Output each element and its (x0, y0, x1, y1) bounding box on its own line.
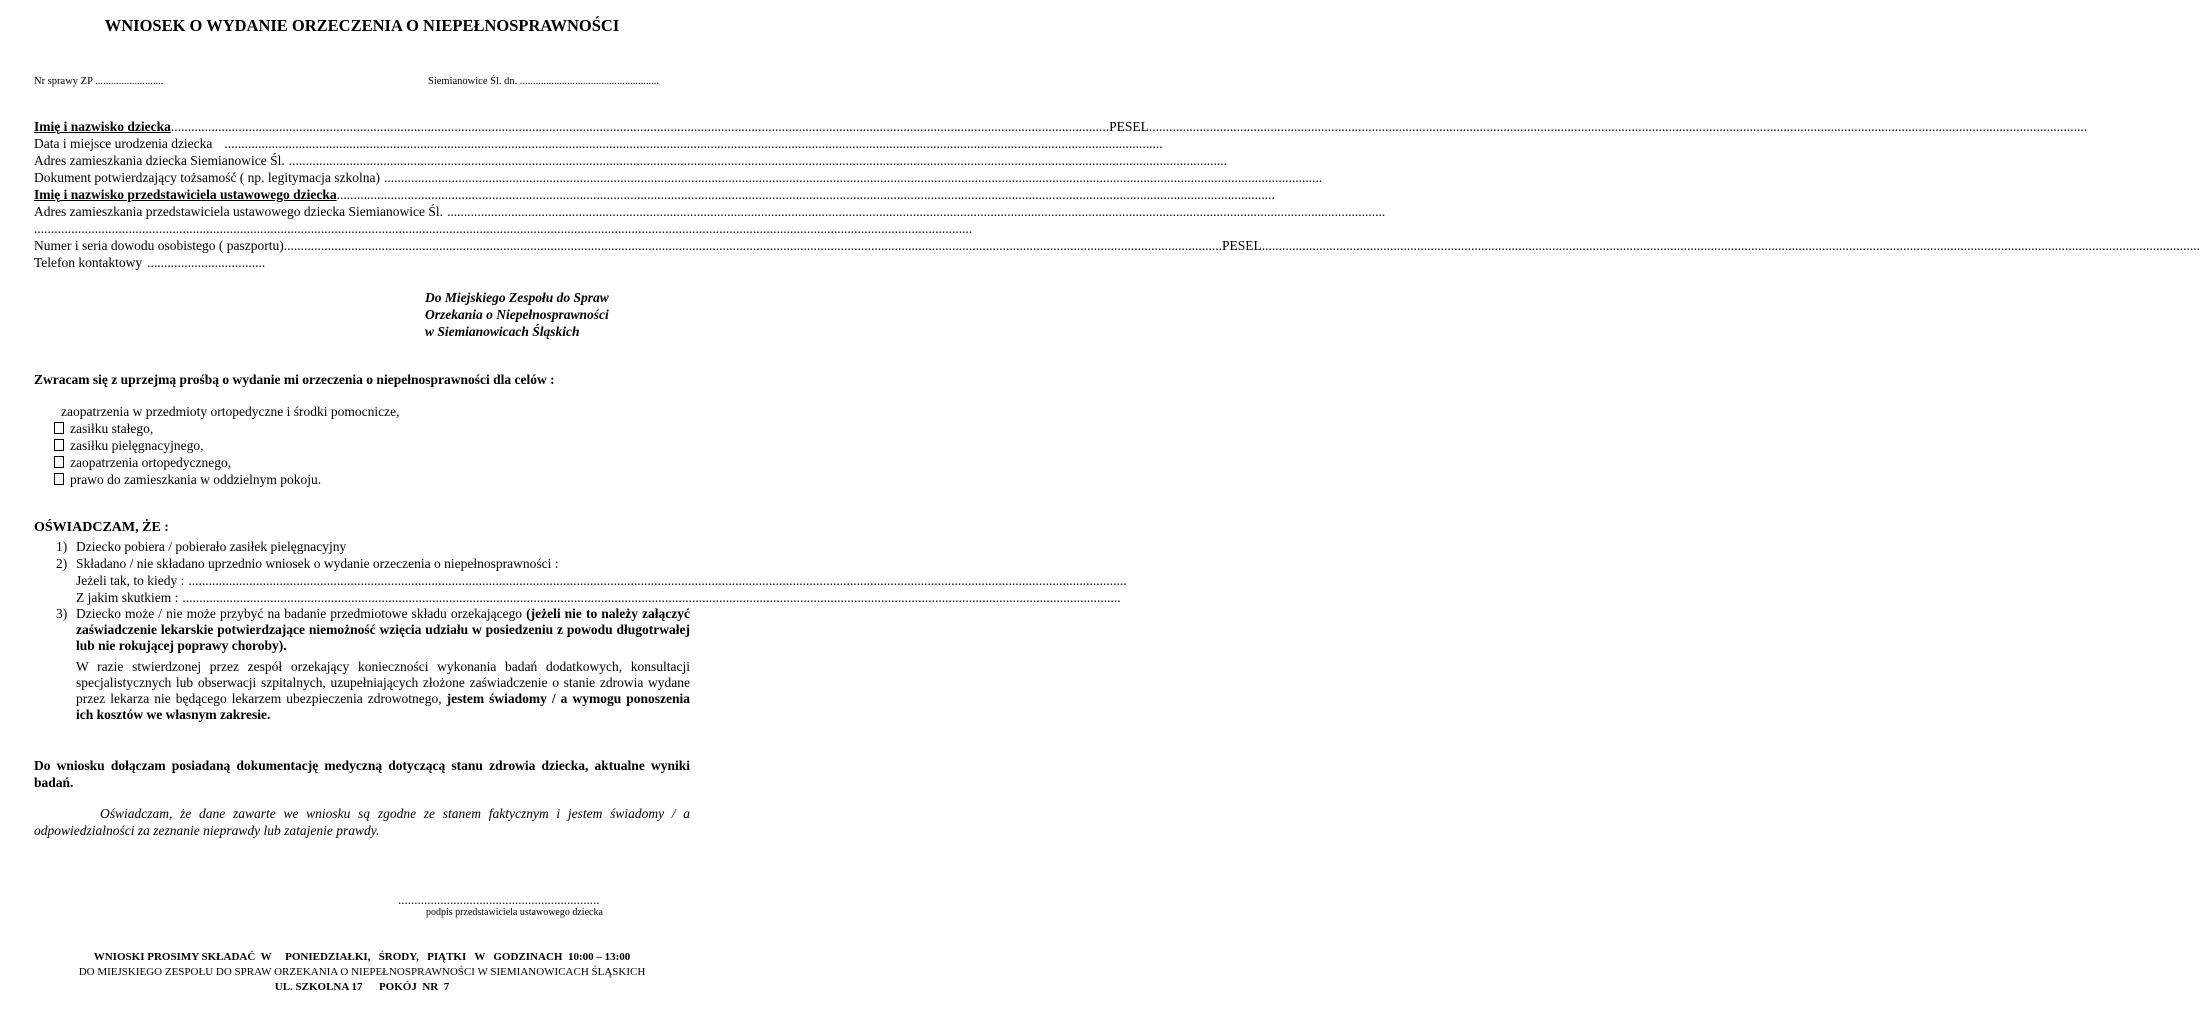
rep-address-continued-row (34, 221, 973, 237)
statement: Oświadczam, że dane zawarte we wniosku są zgodne ze stanem faktycznym i jestem świadomy / a odpowiedzialności za zeznanie nieprawdy lub zatajenie prawdy. (34, 806, 690, 838)
footer-line-3: UL. SZKOLNA 17 POKÓJ NR 7 (274, 981, 450, 993)
birth-field[interactable]: ...................................................................................................................................................................................................................................................................................... (224, 136, 1163, 151)
checkbox-icon[interactable] (54, 439, 64, 451)
item-3-paragraph-bold: jestem świadomy / a wymogu ponoszenia ich kosztów we własnym zakresie. (76, 691, 690, 722)
declaration-item-2 (56, 556, 690, 572)
id-doc-field[interactable]: ...................................................................................................................................................................................................................................................................................... (384, 170, 1323, 185)
rep-name-row (34, 187, 1275, 203)
effect-row (76, 590, 1121, 606)
place-date (428, 76, 659, 87)
id-doc-label: Dokument potwierdzający tożsamość ( np. legitymacja szkolna) (34, 170, 381, 185)
item-number: 3) (56, 606, 68, 621)
item-3-paragraph (76, 659, 690, 723)
item-3-bold: (jeżeli nie to należy załączyć zaświadczenie lekarskie potwierdzające niemożność wzięcia udziału w posiedzeniu z powodu długotrwałej lub nie rokującej poprawy choroby). (76, 606, 691, 653)
child-address-field[interactable]: ...................................................................................................................................................................................................................................................................................... (288, 153, 1228, 168)
birth-label: Data i miejsce urodzenia dziecka (34, 136, 213, 151)
id-card-field[interactable]: ...................................................................................................................................................................................................................................................................................... (283, 238, 1222, 253)
purpose-label: zasiłku stałego, (70, 421, 154, 436)
purpose-label: zasiłku pielęgnacyjnego, (70, 438, 204, 453)
addressee-line-2: Orzekania o Niepełnosprawności (425, 307, 609, 322)
addressee (425, 289, 609, 340)
pesel2-field[interactable]: ...................................................................................................................................................................................................................................................................................... (1261, 238, 2200, 253)
birth-row (34, 136, 1163, 152)
footer-line-2: DO MIEJSKIEGO ZESPOŁU DO SPRAW ORZEKANIA O NIEPEŁNOSPRAWNOŚCI W SIEMIANOWICACH ŚLĄSKICH (78, 966, 646, 978)
purpose-label: zaopatrzenia ortopedycznego, (70, 455, 232, 470)
id-card-label: Numer i seria dowodu osobistego ( paszportu) (34, 238, 284, 253)
rep-name-label: Imię i nazwisko przedstawiciela ustawowego dziecka (34, 187, 337, 202)
phone-label: Telefon kontaktowy (34, 255, 143, 270)
child-name-label: Imię i nazwisko dziecka (34, 119, 171, 134)
signature-field[interactable]: .............................................................. (398, 892, 600, 907)
pesel2-label: PESEL (1221, 238, 1262, 253)
attachment-note: Do wniosku dołączam posiadaną dokumentację medyczną dotyczącą stanu zdrowia dziecka, aktualne wyniki badań. (34, 758, 690, 790)
phone-row (34, 255, 690, 271)
rep-name-field[interactable]: ...................................................................................................................................................................................................................................................................................... (336, 187, 1275, 202)
checkbox-icon[interactable] (54, 456, 64, 468)
item-text: Składano / nie składano uprzednio wniosek o wydanie orzeczenia o niepełnosprawności : (76, 556, 559, 571)
case-number (34, 76, 163, 87)
footer-line-1: WNIOSKI PROSIMY SKŁADAĆ W PONIEDZIAŁKI, ŚRODY, PIĄTKI W GODZINACH 10:00 – 13:00 (93, 951, 631, 963)
when-field[interactable]: ...................................................................................................................................................................................................................................................................................... (188, 573, 1127, 588)
purpose-item[interactable] (54, 472, 321, 488)
place-date-field[interactable]: ..................................................... (519, 76, 659, 87)
id-doc-row (34, 170, 1323, 186)
effect-field[interactable]: ...................................................................................................................................................................................................................................................................................... (182, 590, 1121, 605)
addressee-line-1: Do Miejskiego Zespołu do Spraw (425, 290, 609, 305)
pesel-field[interactable]: ...................................................................................................................................................................................................................................................................................... (1148, 119, 2088, 134)
child-address-label: Adres zamieszkania dziecka Siemianowice Śl. (34, 153, 285, 168)
checkbox-icon[interactable] (54, 473, 64, 485)
phone-field[interactable]: ................................... (147, 255, 266, 270)
child-address-row (34, 153, 1228, 169)
effect-label: Z jakim skutkiem : (76, 590, 179, 605)
id-card-row (34, 238, 2200, 254)
child-name-field[interactable]: ...................................................................................................................................................................................................................................................................................... (170, 119, 1110, 134)
purpose-item[interactable] (54, 421, 153, 437)
signature-label: podpis przedstawiciela ustawowego dziecka (426, 907, 603, 918)
purpose-item[interactable] (54, 438, 203, 454)
when-row (76, 573, 1127, 589)
item-3-text (76, 606, 690, 654)
item-text: Dziecko pobiera / pobierało zasiłek pielęgnacyjny (76, 539, 347, 554)
item-number: 2) (56, 556, 68, 571)
purpose-label: zaopatrzenia w przedmioty ortopedyczne i środki pomocnicze, (61, 404, 400, 419)
pesel-label: PESEL (1109, 119, 1149, 134)
request-text: Zwracam się z uprzejmą prośbą o wydanie mi orzeczenia o niepełnosprawności dla celów : (34, 372, 555, 387)
addressee-line-3: w Siemianowicach Śląskich (425, 324, 580, 339)
place-date-label: Siemianowice Śl. dn. (428, 76, 518, 87)
item-3-paragraph-text: W razie stwierdzonej przez zespół orzekający konieczności wykonania badań dodatkowych, konsultacji specjalistycznych lub obserwacji szpitalnych, uzupełniających złożone zaświadczenie o stanie zdrowia wydane przez lekarza nie będącego lekarzem ubezpieczenia zdrowotnego, (76, 659, 690, 706)
declaration-heading: OŚWIADCZAM, ŻE : (34, 520, 169, 535)
rep-address-row (34, 204, 1386, 220)
page-title: WNIOSEK O WYDANIE ORZECZENIA O NIEPEŁNOSPRAWNOŚCI (104, 16, 620, 35)
rep-address-continued-field[interactable]: ...................................................................................................................................................................................................................................................................................... (34, 221, 973, 236)
declaration-item-1 (56, 539, 690, 555)
item-number: 1) (56, 539, 68, 554)
purpose-label: prawo do zamieszkania w oddzielnym pokoju. (70, 472, 322, 487)
rep-address-label: Adres zamieszkania przedstawiciela ustawowego dziecka Siemianowice Śl. (34, 204, 443, 219)
checkbox-icon[interactable] (54, 422, 64, 434)
purpose-item[interactable] (54, 455, 231, 471)
case-number-label: Nr sprawy ZP (34, 76, 93, 87)
when-label: Jeżeli tak, to kiedy : (76, 573, 185, 588)
child-name-row (34, 119, 2088, 135)
purpose-item (61, 404, 400, 420)
rep-address-field[interactable]: ...................................................................................................................................................................................................................................................................................... (446, 204, 1386, 219)
case-number-field[interactable]: .......................... (95, 76, 164, 87)
item-3-main: Dziecko może / nie może przybyć na badanie przedmiotowe składu orzekającego (76, 606, 523, 621)
